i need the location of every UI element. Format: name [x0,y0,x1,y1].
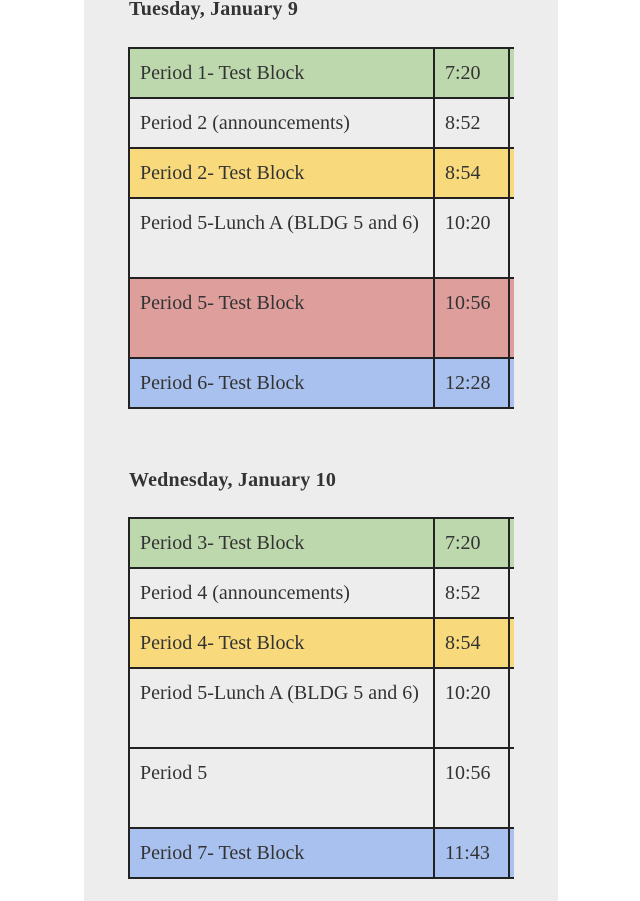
period-cell: Period 6- Test Block [129,358,434,408]
time-cell: 8:54 [434,148,509,198]
period-cell: Period 4- Test Block [129,618,434,668]
schedule-table-day-1 [128,47,514,409]
period-cell: Period 7- Test Block [129,828,434,878]
time-cell: 10:20 [434,668,509,748]
table-row [129,358,514,408]
period-cell: Period 5- Test Block [129,278,434,358]
empty-cell [509,568,514,618]
time-cell: 12:28 [434,358,509,408]
period-cell: Period 4 (announcements) [129,568,434,618]
empty-cell [509,518,514,568]
period-cell: Period 5 [129,748,434,828]
table-row [129,98,514,148]
day-heading: Tuesday, January 9 [129,0,299,20]
time-cell: 11:43 [434,828,509,878]
table-row [129,518,514,568]
time-cell: 8:52 [434,568,509,618]
empty-cell [509,148,514,198]
empty-cell [509,748,514,828]
schedule-table-day-2 [128,517,514,879]
empty-cell [509,618,514,668]
time-cell: 10:56 [434,278,509,358]
time-cell: 7:20 [434,48,509,98]
time-cell: 10:56 [434,748,509,828]
table-row [129,568,514,618]
empty-cell [509,278,514,358]
period-cell: Period 2 (announcements) [129,98,434,148]
empty-cell [509,198,514,278]
time-cell: 8:52 [434,98,509,148]
period-cell: Period 1- Test Block [129,48,434,98]
table-row [129,668,514,748]
period-cell: Period 5-Lunch A (BLDG 5 and 6) [129,198,434,278]
empty-cell [509,48,514,98]
table-row [129,148,514,198]
table-row [129,748,514,828]
empty-cell [509,358,514,408]
table-row [129,278,514,358]
period-cell: Period 2- Test Block [129,148,434,198]
empty-cell [509,668,514,748]
time-cell: 10:20 [434,198,509,278]
empty-cell [509,828,514,878]
table-row [129,198,514,278]
day-heading: Wednesday, January 10 [129,469,337,491]
table-row [129,828,514,878]
period-cell: Period 3- Test Block [129,518,434,568]
time-cell: 8:54 [434,618,509,668]
table-row [129,48,514,98]
time-cell: 7:20 [434,518,509,568]
table-row [129,618,514,668]
period-cell: Period 5-Lunch A (BLDG 5 and 6) [129,668,434,748]
empty-cell [509,98,514,148]
